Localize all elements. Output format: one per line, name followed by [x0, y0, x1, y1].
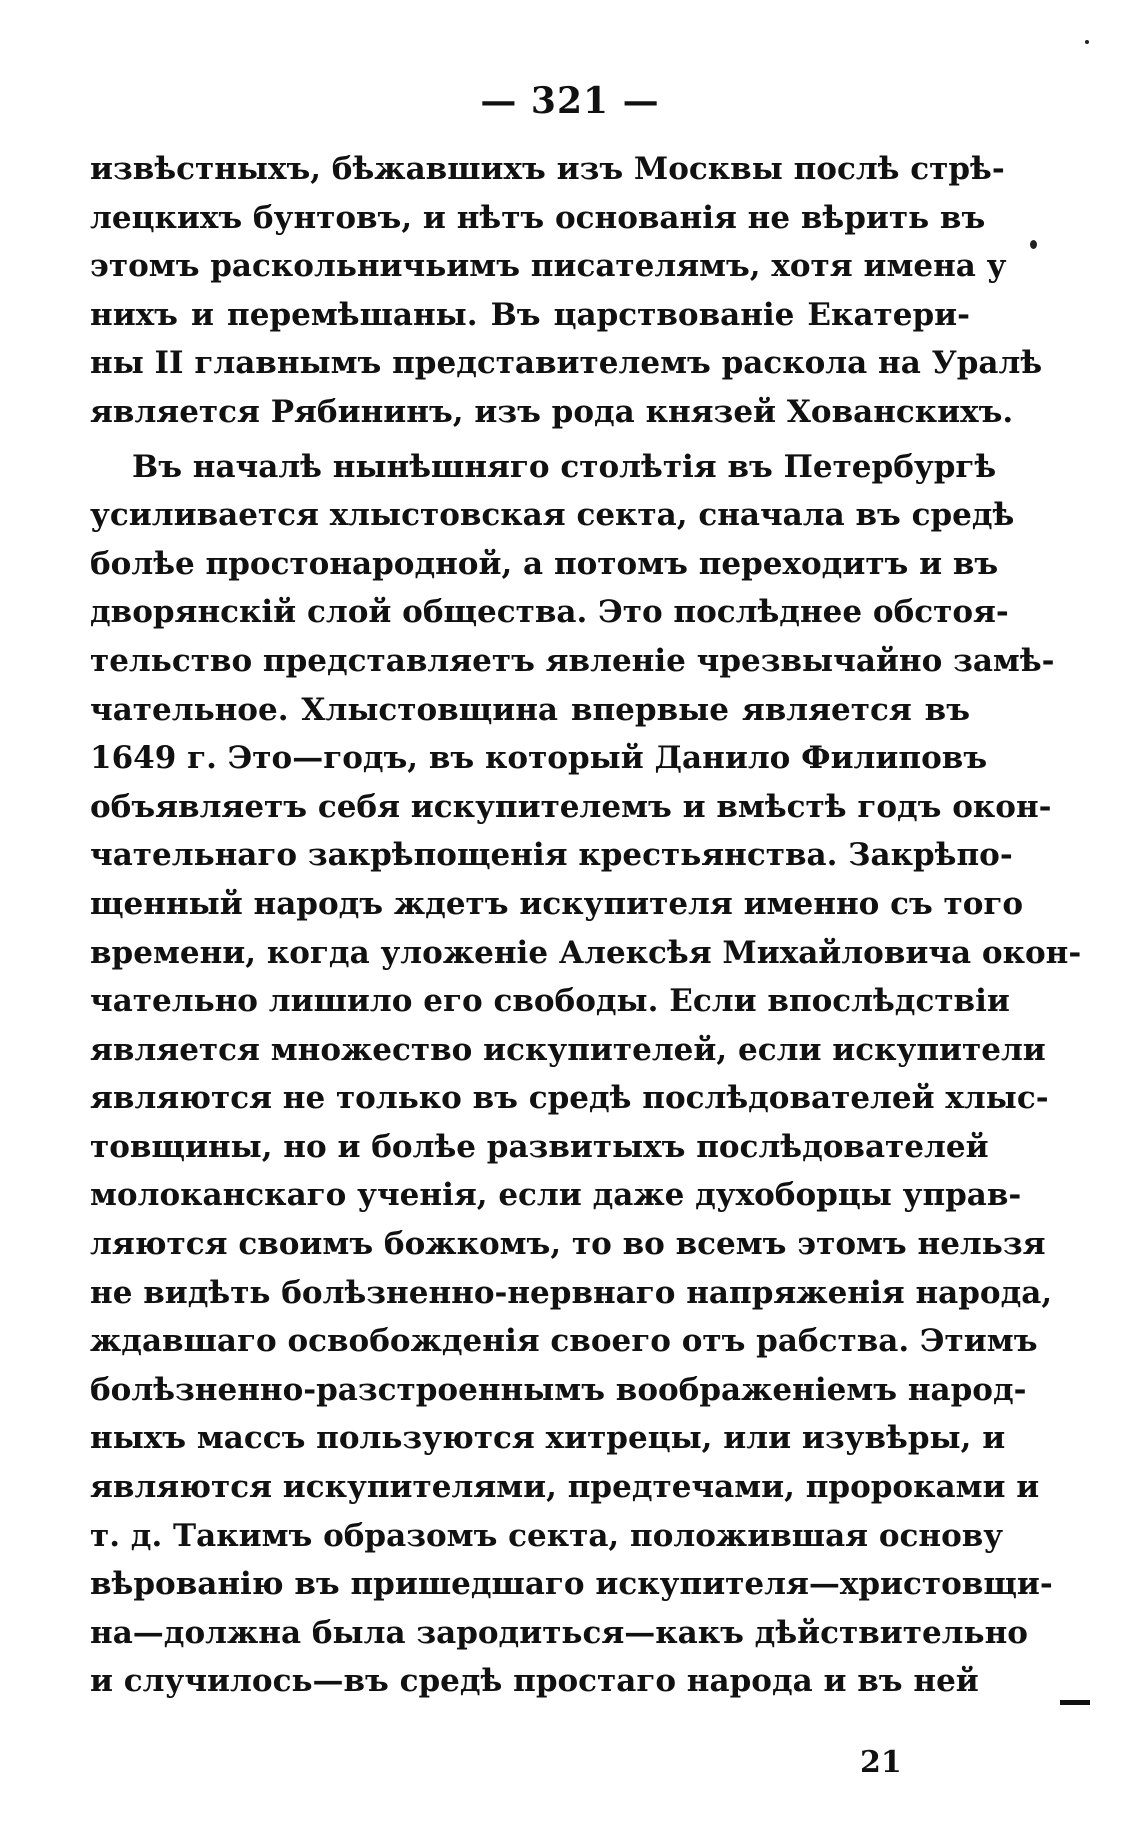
- text-line: щенный народъ ждетъ искупителя именно съ того: [90, 885, 1024, 922]
- text-line: на—должна была зародиться—какъ дѣйствительно: [90, 1614, 1028, 1651]
- text-line: лецкихъ бунтовъ, и нѣтъ основанія не вѣрить въ: [90, 199, 986, 236]
- text-line: ны II главнымъ представителемъ раскола на Уралѣ: [90, 345, 1043, 382]
- text-line: являются не только въ средѣ послѣдователей хлыс-: [90, 1080, 1049, 1117]
- text-line: ждавшаго освобожденія своего отъ рабства. Этимъ: [90, 1323, 1038, 1360]
- text-line: вѣрованію въ пришедшаго искупителя—христовщи-: [90, 1566, 1053, 1603]
- page-number: — 321 —: [480, 80, 660, 122]
- text-line: чательно лишило его свободы. Если впослѣдствіи: [90, 983, 1010, 1020]
- text-line: и случилось—въ средѣ простаго народа и въ ней: [90, 1663, 979, 1700]
- text-line: товщины, но и болѣе развитыхъ послѣдователей: [90, 1128, 989, 1165]
- text-line: чательнаго закрѣпощенія крестьянства. Закрѣпо-: [90, 837, 1013, 874]
- text-line: чательное. Хлыстовщина впервые является въ: [90, 691, 970, 728]
- paragraph-1: [90, 145, 1043, 437]
- text-line: времени, когда уложеніе Алексѣя Михайловича окон-: [90, 934, 1082, 971]
- margin-dash-mark: [1060, 1700, 1090, 1705]
- text-line: молоканскаго ученія, если даже духоборцы управ-: [90, 1177, 1022, 1214]
- paragraph-2: [90, 443, 1082, 1706]
- margin-speck: [1085, 40, 1089, 44]
- text-line: дворянскій слой общества. Это послѣднее обстоя-: [90, 594, 1009, 631]
- text-line: этомъ раскольничьимъ писателямъ, хотя имена у: [90, 248, 1007, 285]
- text-line: являются искупителями, предтечами, пророками и: [90, 1469, 1040, 1506]
- text-line: является Рябининъ, изъ рода князей Хованскихъ.: [90, 393, 1014, 430]
- text-line: болѣзненно-разстроеннымъ воображеніемъ народ-: [90, 1371, 1027, 1408]
- margin-speck: [1030, 240, 1037, 249]
- text-line: тельство представляетъ явленіе чрезвычайно замѣ-: [90, 642, 1055, 679]
- text-line: усиливается хлыстовская секта, сначала въ средѣ: [90, 497, 1015, 534]
- text-line: 1649 г. Это—годъ, въ который Данило Филиповъ: [90, 740, 988, 777]
- text-line: т. д. Такимъ образомъ секта, положившая основу: [90, 1517, 1004, 1554]
- text-line: болѣе простонародной, а потомъ переходитъ и въ: [90, 545, 999, 582]
- text-line: не видѣть болѣзненно-нервнаго напряженія народа,: [90, 1274, 1053, 1311]
- body-text: [90, 145, 1082, 1706]
- text-line: объявляетъ себя искупителемъ и вмѣстѣ годъ окон-: [90, 788, 1052, 825]
- signature-mark: 21: [860, 1745, 902, 1780]
- text-line: ляются своимъ божкомъ, то во всемъ этомъ нельзя: [90, 1226, 1046, 1263]
- text-line: является множество искупителей, если искупители: [90, 1031, 1046, 1068]
- text-line: Въ началѣ нынѣшняго столѣтія въ Петербургѣ: [132, 448, 997, 485]
- text-line: извѣстныхъ, бѣжавшихъ изъ Москвы послѣ стрѣ-: [90, 151, 1005, 187]
- text-line: нихъ и перемѣшаны. Въ царствованіе Екатери-: [90, 296, 970, 333]
- text-line: ныхъ массъ пользуются хитрецы, или изувѣры, и: [90, 1420, 1006, 1457]
